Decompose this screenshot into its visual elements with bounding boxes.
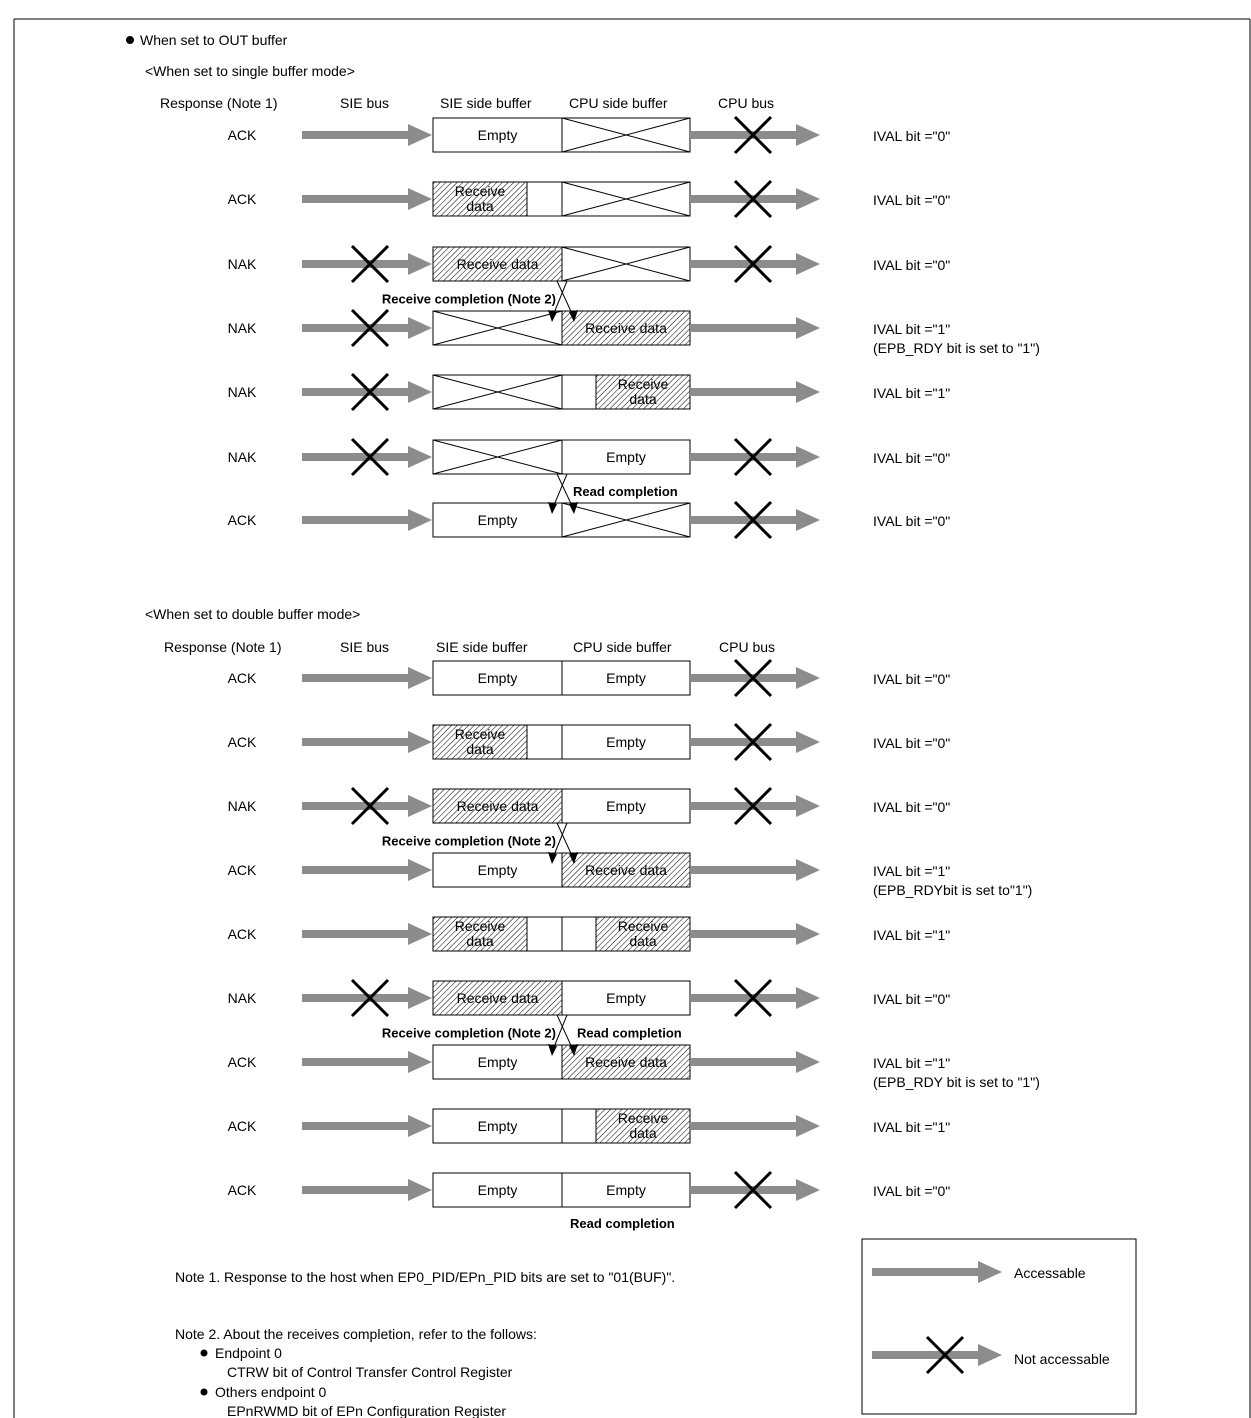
double-row-7-sie-bus-arrow-head bbox=[408, 1051, 432, 1073]
note-2: Note 2. About the receives completion, refer to the follows: bbox=[175, 1326, 537, 1342]
double-row-2-cpu-bus-arrow-head bbox=[796, 731, 820, 753]
double-row-8-sie-buffer bbox=[433, 1109, 562, 1143]
double-footer-read-completion: Read completion bbox=[570, 1216, 675, 1231]
note-bullet-1 bbox=[201, 1350, 208, 1357]
double-row-1-cpu-buffer-empty-label: Empty bbox=[606, 670, 646, 686]
single-row-3-cpu-buffer bbox=[562, 247, 690, 281]
double-row-7 bbox=[228, 1045, 1040, 1090]
double-row-2-cpu-bus-arrow-shaft bbox=[690, 738, 798, 746]
double-row-2 bbox=[228, 724, 951, 760]
single-row-5-status-1: IVAL bit ="1" bbox=[873, 385, 951, 401]
double-row-5-sie-buffer bbox=[433, 917, 562, 951]
single-row-1-cpu-bus-arrow-shaft bbox=[690, 131, 798, 139]
single-row-2 bbox=[228, 181, 951, 217]
legend-not-accessible-arrow-shaft bbox=[872, 1351, 980, 1359]
single-row-4-status-2: (EPB_RDY bit is set to "1") bbox=[873, 340, 1040, 356]
double-row-5-sie-buffer-data-label-line1: Receive bbox=[454, 918, 506, 934]
single-row-7-response: ACK bbox=[227, 512, 257, 528]
double-row-8-cpu-buffer-data-label-line1: Receive bbox=[617, 1110, 669, 1126]
single-row-4-cpu-bus-arrow-shaft bbox=[690, 324, 798, 332]
single-row-1-sie-buffer bbox=[433, 118, 562, 152]
double-header-cpu-buffer: CPU side buffer bbox=[573, 639, 672, 655]
double-row-8-sie-bus-arrow bbox=[302, 1115, 432, 1137]
note-item-2-detail: EPnRWMD bit of EPn Configuration Register bbox=[227, 1403, 507, 1418]
double-row-3 bbox=[228, 788, 951, 824]
double-row-7-cpu-bus-arrow-head bbox=[796, 1051, 820, 1073]
double-header-sie-bus: SIE bus bbox=[340, 639, 390, 655]
double-row-6-cpu-bus-arrow-shaft bbox=[690, 994, 798, 1002]
double-row-2-sie-bus-arrow bbox=[302, 731, 432, 753]
double-row-9 bbox=[228, 1172, 951, 1208]
double-row-3-sie-buffer bbox=[433, 789, 562, 823]
double-row-8 bbox=[228, 1109, 951, 1143]
single-row-3-sie-buffer bbox=[433, 247, 562, 281]
single-row-6-sie-bus-arrow-head bbox=[408, 446, 432, 468]
legend-accessible-arrow-shaft bbox=[872, 1268, 980, 1276]
double-row-4-sie-bus-arrow-head bbox=[408, 859, 432, 881]
single-row-3-response: NAK bbox=[227, 256, 257, 272]
single-row-5-sie-bus-arrow-head bbox=[408, 381, 432, 403]
single-row-4-cpu-buffer bbox=[562, 311, 690, 345]
single-row-2-sie-buffer bbox=[433, 182, 562, 216]
double-row-7-sie-buffer bbox=[433, 1045, 562, 1079]
single-row-5-cpu-bus-arrow bbox=[690, 381, 820, 403]
single-row-6 bbox=[228, 439, 951, 475]
double-row-1-status-1: IVAL bit ="0" bbox=[873, 671, 951, 687]
legend-not-accessible-label: Not accessable bbox=[1014, 1351, 1110, 1367]
double-row-3-cpu-bus-arrow-head bbox=[796, 795, 820, 817]
double-row-9-cpu-buffer-empty-label: Empty bbox=[606, 1182, 646, 1198]
double-heading: <When set to double buffer mode> bbox=[145, 606, 361, 622]
double-row-3-cpu-buffer bbox=[562, 789, 690, 823]
single-heading: <When set to single buffer mode> bbox=[145, 63, 355, 79]
single-row-2-cpu-buffer bbox=[562, 182, 690, 216]
single-row-7-cpu-bus-arrow-head bbox=[796, 509, 820, 531]
single-row-1-status-1: IVAL bit ="0" bbox=[873, 128, 951, 144]
single-row-4-sie-bus-arrow-head bbox=[408, 317, 432, 339]
single-row-7-sie-buffer bbox=[433, 503, 562, 537]
double-row-7-status-1: IVAL bit ="1" bbox=[873, 1055, 951, 1071]
double-row-5-sie-bus-arrow-shaft bbox=[302, 930, 410, 938]
double-header-response: Response (Note 1) bbox=[164, 639, 282, 655]
single-row-3-cpu-bus-arrow-shaft bbox=[690, 260, 798, 268]
double-row-8-cpu-buffer bbox=[562, 1109, 690, 1143]
double-row-5-sie-buffer-data-label-line2: data bbox=[466, 933, 494, 949]
double-row-6-cpu-bus-arrow-head bbox=[796, 987, 820, 1009]
double-row-5-sie-bus-arrow bbox=[302, 923, 432, 945]
single-row-7-sie-buffer-empty-label: Empty bbox=[477, 512, 518, 528]
double-row-2-response: ACK bbox=[227, 734, 257, 750]
double-row-7-sie-bus-arrow-shaft bbox=[302, 1058, 410, 1066]
double-row-3-cpu-bus-arrow-shaft bbox=[690, 802, 798, 810]
double-row-3-sie-buffer-data-label: Receive data bbox=[456, 798, 539, 814]
double-header-sie-buffer: SIE side buffer bbox=[436, 639, 528, 655]
legend-box bbox=[862, 1239, 1136, 1414]
double-row-9-sie-bus-arrow-shaft bbox=[302, 1186, 410, 1194]
double-row-2-cpu-buffer-empty-label: Empty bbox=[606, 734, 646, 750]
title-bullet bbox=[126, 36, 134, 44]
single-row-6-cpu-bus-arrow-shaft bbox=[690, 453, 798, 461]
single-row-5-sie-bus-arrow-shaft bbox=[302, 388, 410, 396]
note-item-1-title: Endpoint 0 bbox=[215, 1345, 282, 1361]
single-row-3-sie-bus-arrow bbox=[302, 253, 432, 275]
single-row-4-cpu-bus-arrow bbox=[690, 317, 820, 339]
single-row-2-sie-buffer-data-label-line2: data bbox=[466, 198, 494, 214]
double-row-9-response: ACK bbox=[227, 1182, 257, 1198]
single-row-2-status-1: IVAL bit ="0" bbox=[873, 192, 951, 208]
single-row-4-cpu-buffer-data-label: Receive data bbox=[585, 320, 667, 336]
double-row-7-cpu-buffer bbox=[562, 1045, 690, 1079]
double-row-5-cpu-bus-arrow bbox=[690, 923, 820, 945]
single-row-3-sie-buffer-data-label: Receive data bbox=[456, 256, 539, 272]
single-row-7 bbox=[228, 502, 951, 538]
double-row-5-response: ACK bbox=[227, 926, 257, 942]
double-row-4-sie-bus-arrow-shaft bbox=[302, 866, 410, 874]
double-row-4-sie-buffer bbox=[433, 853, 562, 887]
single-row-3 bbox=[228, 246, 951, 282]
single-row-4-response: NAK bbox=[227, 320, 257, 336]
single-row-7-status-1: IVAL bit ="0" bbox=[873, 513, 951, 529]
double-row-1-sie-bus-arrow-shaft bbox=[302, 674, 410, 682]
double-row-5-cpu-bus-arrow-shaft bbox=[690, 930, 798, 938]
double-row-3-sie-bus-arrow bbox=[302, 795, 432, 817]
double-transition-1-label: Receive completion (Note 2) bbox=[381, 833, 556, 849]
single-row-5-cpu-bus-arrow-head bbox=[796, 381, 820, 403]
double-row-4-status-2: (EPB_RDYbit is set to"1") bbox=[873, 882, 1033, 898]
single-row-1-sie-bus-arrow bbox=[302, 124, 432, 146]
double-row-9-status-1: IVAL bit ="0" bbox=[873, 1183, 951, 1199]
single-header-response: Response (Note 1) bbox=[160, 95, 278, 111]
single-row-6-cpu-buffer-empty-label: Empty bbox=[606, 449, 646, 465]
single-transition-1-label: Receive completion (Note 2) bbox=[381, 291, 556, 307]
double-row-2-sie-bus-arrow-shaft bbox=[302, 738, 410, 746]
single-row-5 bbox=[228, 374, 951, 410]
double-row-5-cpu-bus-arrow-head bbox=[796, 923, 820, 945]
single-row-2-response: ACK bbox=[227, 191, 257, 207]
double-row-5-sie-bus-arrow-head bbox=[408, 923, 432, 945]
double-row-1-sie-buffer bbox=[433, 661, 562, 695]
single-row-3-sie-bus-arrow-head bbox=[408, 253, 432, 275]
double-row-4-sie-bus-arrow bbox=[302, 859, 432, 881]
double-row-4-response: ACK bbox=[227, 862, 257, 878]
double-row-6-sie-buffer-data-label: Receive data bbox=[456, 990, 539, 1006]
double-row-5-cpu-buffer-data-label-line2: data bbox=[629, 933, 657, 949]
legend-accessible-label: Accessable bbox=[1014, 1265, 1086, 1281]
note-item-2-title: Others endpoint 0 bbox=[215, 1384, 327, 1400]
double-row-6-cpu-buffer-empty-label: Empty bbox=[606, 990, 646, 1006]
single-row-5-cpu-bus-arrow-shaft bbox=[690, 388, 798, 396]
single-row-2-sie-buffer-data-label-line1: Receive bbox=[454, 183, 506, 199]
double-row-9-cpu-bus-arrow-shaft bbox=[690, 1186, 798, 1194]
single-row-4-sie-bus-arrow-shaft bbox=[302, 324, 410, 332]
double-row-2-sie-buffer-data-label-line1: Receive bbox=[454, 726, 506, 742]
single-row-5-cpu-buffer-data-label-line1: Receive bbox=[617, 376, 669, 392]
double-row-2-status-1: IVAL bit ="0" bbox=[873, 735, 951, 751]
single-row-2-cpu-bus-arrow-head bbox=[796, 188, 820, 210]
single-row-6-sie-bus-arrow bbox=[302, 446, 432, 468]
double-row-8-cpu-bus-arrow-head bbox=[796, 1115, 820, 1137]
double-row-4 bbox=[228, 853, 1033, 898]
double-row-3-status-1: IVAL bit ="0" bbox=[873, 799, 951, 815]
single-row-5-response: NAK bbox=[227, 384, 257, 400]
double-transition-2-label: Receive completion (Note 2) bbox=[381, 1025, 556, 1041]
double-row-1-cpu-bus-arrow-head bbox=[796, 667, 820, 689]
double-header-cpu-bus: CPU bus bbox=[719, 639, 776, 655]
double-row-2-sie-buffer bbox=[433, 725, 562, 759]
single-row-4-sie-bus-arrow bbox=[302, 317, 432, 339]
double-row-9-cpu-buffer bbox=[562, 1173, 690, 1207]
double-row-2-sie-buffer-data-label-line2: data bbox=[466, 741, 494, 757]
double-row-7-sie-buffer-empty-label: Empty bbox=[477, 1054, 518, 1070]
double-row-1-sie-bus-arrow-head bbox=[408, 667, 432, 689]
double-row-8-status-1: IVAL bit ="1" bbox=[873, 1119, 951, 1135]
double-row-5-cpu-buffer bbox=[562, 917, 690, 951]
double-row-7-sie-bus-arrow bbox=[302, 1051, 432, 1073]
single-row-6-response: NAK bbox=[227, 449, 257, 465]
double-row-5-cpu-buffer-data-label-line1: Receive bbox=[617, 918, 669, 934]
figure-title: When set to OUT buffer bbox=[140, 32, 288, 48]
note-bullet-2 bbox=[201, 1389, 208, 1396]
double-row-5 bbox=[228, 917, 951, 951]
double-row-6-sie-bus-arrow bbox=[302, 987, 432, 1009]
double-row-3-cpu-buffer-empty-label: Empty bbox=[606, 798, 646, 814]
double-row-2-sie-bus-arrow-head bbox=[408, 731, 432, 753]
double-row-1-cpu-bus-arrow-shaft bbox=[690, 674, 798, 682]
double-row-9-sie-bus-arrow-head bbox=[408, 1179, 432, 1201]
double-row-5-status-1: IVAL bit ="1" bbox=[873, 927, 951, 943]
double-row-6-cpu-buffer bbox=[562, 981, 690, 1015]
double-row-3-sie-bus-arrow-head bbox=[408, 795, 432, 817]
single-row-3-cpu-bus-arrow-head bbox=[796, 253, 820, 275]
double-row-6-response: NAK bbox=[227, 990, 257, 1006]
double-row-7-cpu-bus-arrow-shaft bbox=[690, 1058, 798, 1066]
double-row-8-cpu-bus-arrow bbox=[690, 1115, 820, 1137]
double-row-1 bbox=[228, 660, 951, 696]
single-row-1-sie-bus-arrow-shaft bbox=[302, 131, 410, 139]
single-row-5-sie-bus-arrow bbox=[302, 381, 432, 403]
double-row-9-sie-buffer bbox=[433, 1173, 562, 1207]
single-row-1-cpu-bus-arrow-head bbox=[796, 124, 820, 146]
double-row-6 bbox=[228, 980, 951, 1016]
double-row-8-sie-bus-arrow-shaft bbox=[302, 1122, 410, 1130]
note-1: Note 1. Response to the host when EP0_PID/EPn_PID bits are set to "01(BUF)". bbox=[175, 1269, 676, 1285]
double-row-6-sie-bus-arrow-head bbox=[408, 987, 432, 1009]
single-row-2-sie-bus-arrow bbox=[302, 188, 432, 210]
single-row-2-sie-bus-arrow-shaft bbox=[302, 195, 410, 203]
single-row-4 bbox=[228, 310, 1040, 356]
double-row-9-sie-buffer-empty-label: Empty bbox=[477, 1182, 518, 1198]
single-row-4-cpu-bus-arrow-head bbox=[796, 317, 820, 339]
single-row-2-sie-bus-arrow-head bbox=[408, 188, 432, 210]
double-row-4-cpu-bus-arrow-shaft bbox=[690, 866, 798, 874]
single-row-1-response: ACK bbox=[227, 127, 257, 143]
single-row-3-status-1: IVAL bit ="0" bbox=[873, 257, 951, 273]
double-row-1-cpu-buffer bbox=[562, 661, 690, 695]
double-row-9-sie-bus-arrow bbox=[302, 1179, 432, 1201]
double-row-6-sie-buffer bbox=[433, 981, 562, 1015]
double-row-4-cpu-bus-arrow-head bbox=[796, 859, 820, 881]
single-row-6-sie-bus-arrow-shaft bbox=[302, 453, 410, 461]
note-item-1-detail: CTRW bit of Control Transfer Control Register bbox=[227, 1364, 513, 1380]
single-row-7-sie-bus-arrow bbox=[302, 509, 432, 531]
single-header-sie-buffer: SIE side buffer bbox=[440, 95, 532, 111]
double-row-4-cpu-buffer-data-label: Receive data bbox=[585, 862, 667, 878]
single-row-7-sie-bus-arrow-head bbox=[408, 509, 432, 531]
single-header-cpu-buffer: CPU side buffer bbox=[569, 95, 668, 111]
single-row-1 bbox=[228, 117, 951, 153]
double-row-6-status-1: IVAL bit ="0" bbox=[873, 991, 951, 1007]
double-row-4-cpu-bus-arrow bbox=[690, 859, 820, 881]
double-row-8-response: ACK bbox=[227, 1118, 257, 1134]
single-row-4-status-1: IVAL bit ="1" bbox=[873, 321, 951, 337]
single-header-cpu-bus: CPU bus bbox=[718, 95, 775, 111]
double-row-4-cpu-buffer bbox=[562, 853, 690, 887]
double-row-4-sie-buffer-empty-label: Empty bbox=[477, 862, 518, 878]
double-row-9-cpu-bus-arrow-head bbox=[796, 1179, 820, 1201]
double-row-7-status-2: (EPB_RDY bit is set to "1") bbox=[873, 1074, 1040, 1090]
single-row-6-sie-buffer bbox=[433, 440, 562, 474]
double-row-3-response: NAK bbox=[227, 798, 257, 814]
single-row-7-cpu-bus-arrow-shaft bbox=[690, 516, 798, 524]
double-row-3-sie-bus-arrow-shaft bbox=[302, 802, 410, 810]
double-row-8-cpu-bus-arrow-shaft bbox=[690, 1122, 798, 1130]
double-row-1-sie-buffer-empty-label: Empty bbox=[477, 670, 518, 686]
single-row-5-cpu-buffer-data-label-line2: data bbox=[629, 391, 657, 407]
single-row-7-sie-bus-arrow-shaft bbox=[302, 516, 410, 524]
double-row-1-sie-bus-arrow bbox=[302, 667, 432, 689]
single-row-2-cpu-bus-arrow-shaft bbox=[690, 195, 798, 203]
single-row-5-cpu-buffer bbox=[562, 375, 690, 409]
single-row-1-sie-bus-arrow-head bbox=[408, 124, 432, 146]
single-header-sie-bus: SIE bus bbox=[340, 95, 390, 111]
single-row-6-cpu-buffer bbox=[562, 440, 690, 474]
single-transition-2-label: Read completion bbox=[573, 484, 678, 499]
double-row-7-cpu-bus-arrow bbox=[690, 1051, 820, 1073]
double-row-7-response: ACK bbox=[227, 1054, 257, 1070]
single-row-3-sie-bus-arrow-shaft bbox=[302, 260, 410, 268]
double-row-4-status-1: IVAL bit ="1" bbox=[873, 863, 951, 879]
single-row-6-status-1: IVAL bit ="0" bbox=[873, 450, 951, 466]
single-row-1-sie-buffer-empty-label: Empty bbox=[477, 127, 518, 143]
double-row-8-cpu-buffer-data-label-line2: data bbox=[629, 1125, 657, 1141]
double-row-2-cpu-buffer bbox=[562, 725, 690, 759]
single-row-4-sie-buffer bbox=[433, 311, 562, 345]
double-transition-2-label-2: Read completion bbox=[577, 1025, 682, 1041]
single-row-5-sie-buffer bbox=[433, 375, 562, 409]
double-row-6-sie-bus-arrow-shaft bbox=[302, 994, 410, 1002]
single-row-1-cpu-buffer bbox=[562, 118, 690, 152]
double-row-8-sie-bus-arrow-head bbox=[408, 1115, 432, 1137]
single-row-7-cpu-buffer bbox=[562, 503, 690, 537]
single-row-6-cpu-bus-arrow-head bbox=[796, 446, 820, 468]
double-row-8-sie-buffer-empty-label: Empty bbox=[477, 1118, 518, 1134]
double-row-7-cpu-buffer-data-label: Receive data bbox=[585, 1054, 667, 1070]
double-row-1-response: ACK bbox=[227, 670, 257, 686]
